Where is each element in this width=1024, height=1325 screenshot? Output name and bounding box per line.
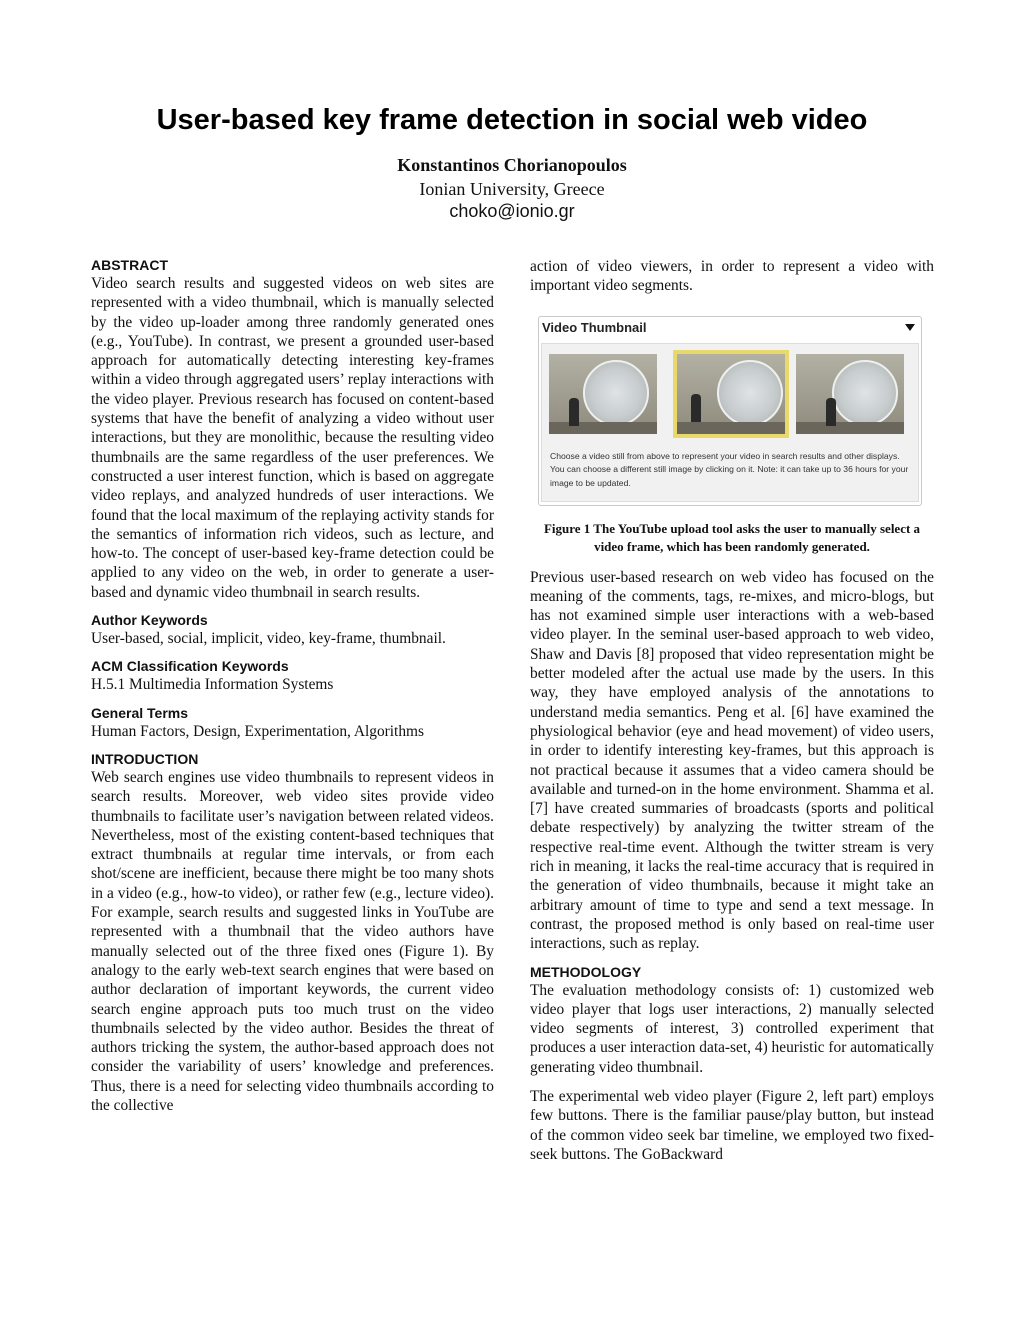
paper-title: User-based key frame detection in social web video: [156, 104, 868, 136]
video-thumbnail-3: [796, 354, 904, 434]
dropdown-arrow-icon: [905, 324, 915, 331]
left-column: [91, 257, 494, 1115]
terms-heading: General Terms: [91, 704, 189, 721]
author-affiliation: Ionian University, Greece: [419, 179, 605, 199]
video-thumbnail-2-selected: [677, 354, 785, 434]
intro-heading: INTRODUCTION: [91, 750, 199, 767]
acm-heading: ACM Classification Keywords: [91, 658, 289, 675]
author-email: choko@ionio.gr: [449, 201, 575, 221]
terms-text: Human Factors, Design, Experimentation, Algorithms: [91, 722, 424, 740]
figure-1-caption: Figure 1 The YouTube upload tool asks the user to manually select a video frame, which has been randomly generated.: [543, 520, 921, 554]
abstract-heading: ABSTRACT: [91, 257, 168, 273]
right-column: [530, 257, 934, 1164]
methodology-heading: METHODOLOGY: [530, 963, 642, 980]
figure-header: Video Thumbnail: [542, 319, 647, 335]
keywords-heading: Author Keywords: [91, 612, 208, 629]
author-name: Konstantinos Chorianopoulos: [397, 155, 627, 175]
acm-text: H.5.1 Multimedia Information Systems: [91, 676, 334, 694]
previous-research-text: Previous user-based research on web video has focused on the meaning of the comments, tags, re-mixes, and micro-blogs, but has not examined simple user interactions with a web-based video player. In the seminal user-based approach to web video, Shaw and Davis [8] proposed that video representation might be better modeled after the actual use made by the users. In this way, they have employed analysis of the annotations to understand media semantics. Peng et al. [6] have examined the physiological behavior (eye and head movement) of video users, in order to identify interesting key-frames, but this approach is not practical because it assumes that a video camera should be available and turned-on in the home environment. Shamma et al. [7] have created summaries of broadcasts (sports and political debate respectively) by analyzing the twitter stream of the respective real-time event. Although the twitter stream is very rich in meaning, it lacks the real-time accuracy that is required in the generation of video thumbnails, because it might take an arbitrary amount of time to type and send a text message. In contrast, the proposed method is only based on real-time user interactions, such as replay.: [530, 568, 934, 953]
video-thumbnail-1: [549, 354, 657, 434]
intro-text: Web search engines use video thumbnails to represent videos in search results. Moreover, web video sites provide video thumbnails to facilitate user’s navigation between related videos. Nevertheless, most of the existing content-based techniques that extract thumbnails at regular time intervals, or from each shot/scene are inefficient, because there might be too many shots in a video (e.g., how-to video), or rather few (e.g., lecture video). For example, search results and suggested links in YouTube are represented with a thumbnail that the video authors have manually selected out of the three fixed ones (Figure 1). By analogy to the early web-text search engines that were based on author declaration of important keywords, the current video search engine approach puts too much trust on the video thumbnails selected by the video author. Besides the threat of authors tricking the system, the author-based approach does not consider the variability of users’ knowledge and preferences. Thus, there is a need for selecting video thumbnails according to the collective: [91, 768, 494, 1114]
abstract-text: Video search results and suggested videos on web sites are represented with a video thumbnail, which is manually selected by the video up-loader among three randomly generated ones (e.g., YouTube). In contrast, we present a grounded user-based approach for automatically detecting interesting key-frames within a video through aggregated users’ replay interactions with the video player. Previous research has focused on content-based systems that have the benefit of analyzing a video without user interactions, but they are monolithic, because the resulting video thumbnails are the same regardless of the user preferences. We constructed a user interest function, which is based on aggregate video replays, and analyzed hundreds of user interactions. We found that the local maximum of the replaying activity stands for the semantics of information rich videos, such as lecture, and how-to. The concept of user-based key-frame detection could be applied to any video on the web, in order to generate a user-based and dynamic video thumbnail in search results.: [91, 275, 494, 601]
figure-1-youtube-thumbnail-tool: [538, 316, 922, 506]
intro-continued-text: action of video viewers, in order to represent a video with important video segments.: [530, 258, 934, 295]
methodology-text: The evaluation methodology consists of: 1) customized web video player that logs user interactions, 2) manually selected video segments of interest, 3) controlled experiment that produces a user interaction data-set, 4) heuristic for automatically generating video thumbnail.: [530, 981, 934, 1076]
figure-instructions: Choose a video still from above to represent your video in search results and other displays. You can choose a different still image by clicking on it. Note: it can take up to 36 hours for your image to be updated.: [550, 450, 909, 488]
keywords-text: User-based, social, implicit, video, key-frame, thumbnail.: [91, 630, 446, 648]
methodology-text-2: The experimental web video player (Figure 2, left part) employs few buttons. There is the familiar pause/play button, but instead of the common video seek bar timeline, we employed two fixed-seek buttons. The GoBackward: [530, 1088, 934, 1163]
